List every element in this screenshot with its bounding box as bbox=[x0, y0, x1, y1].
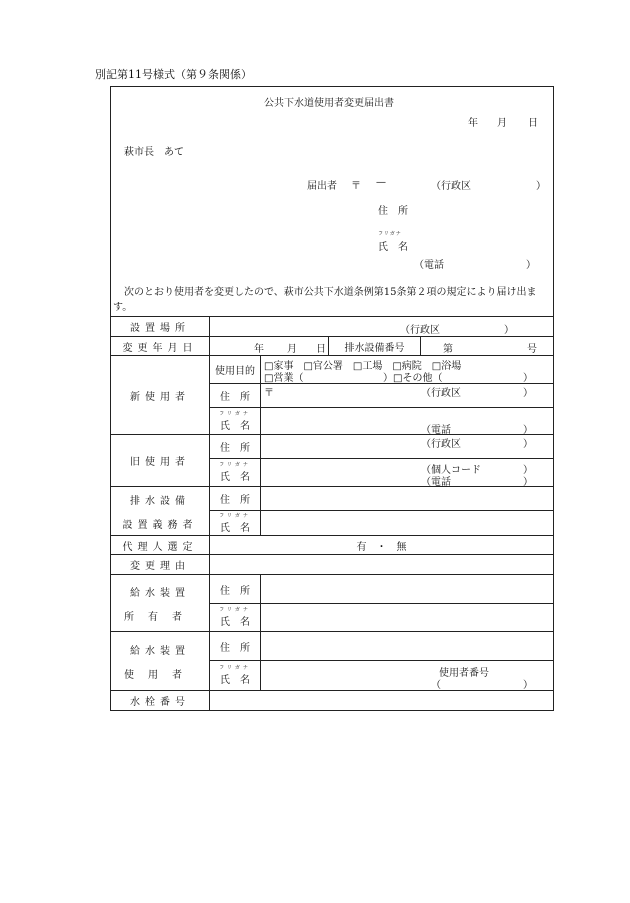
applicant-phone-close: ） bbox=[526, 260, 536, 271]
new-user-phone-close: ） bbox=[523, 425, 533, 436]
hydrant-no-field[interactable] bbox=[210, 691, 554, 711]
new-user-name-label: フリガナ 氏 名 bbox=[210, 408, 261, 435]
supply-owner-furigana: フリガナ bbox=[219, 607, 251, 613]
drain-obligor-name-field[interactable] bbox=[261, 511, 554, 536]
supply-owner-name-label: フリガナ 氏 名 bbox=[210, 604, 261, 632]
date-year-label: 年 bbox=[468, 118, 478, 129]
ward-close: ） bbox=[536, 181, 546, 192]
new-user-postal: 〒 bbox=[264, 388, 274, 399]
supply-user-name-label: フリガナ 氏 名 bbox=[210, 661, 261, 691]
supply-user-address-label: 住 所 bbox=[210, 632, 261, 661]
old-user-address-field[interactable] bbox=[261, 435, 554, 459]
drain-equipment-no-label: 排水設備番号 bbox=[329, 337, 421, 356]
date-month-label: 月 bbox=[497, 118, 507, 129]
supply-user-label: 給水装置 使用者 bbox=[111, 632, 210, 691]
row-old-user-address bbox=[111, 435, 554, 459]
statement-line2: す。 bbox=[113, 302, 133, 313]
row-install-location bbox=[111, 317, 554, 337]
new-user-address-label: 住 所 bbox=[210, 384, 261, 408]
agent-select-value[interactable]: 有 ・ 無 bbox=[210, 536, 554, 555]
supply-owner-address-label: 住 所 bbox=[210, 575, 261, 604]
supply-owner-address-field[interactable] bbox=[261, 575, 554, 604]
old-user-name-label: フリガナ 氏 名 bbox=[210, 459, 261, 487]
purpose-options-line1[interactable]: □家事 □官公署 □工場 □病院 □浴場 bbox=[264, 361, 462, 372]
new-user-address-field[interactable] bbox=[261, 384, 554, 408]
new-user-furigana: フリガナ bbox=[219, 410, 251, 417]
change-reason-field[interactable] bbox=[210, 555, 554, 575]
change-reason-label: 変更理由 bbox=[111, 555, 210, 575]
postal-mark: 〒 bbox=[351, 181, 361, 192]
new-user-ward-close: ） bbox=[523, 388, 533, 399]
purpose-label: 使用目的 bbox=[210, 356, 261, 384]
purpose-other-open[interactable]: ）□その他（ bbox=[383, 373, 443, 384]
drain-obligor-name-label: フリガナ 氏 名 bbox=[210, 511, 261, 536]
applicant-furigana: フリガナ bbox=[378, 231, 402, 237]
row-supply-owner-address bbox=[111, 575, 554, 604]
postal-dash: — bbox=[376, 177, 386, 188]
supply-user-furigana: フリガナ bbox=[219, 665, 251, 671]
row-agent-select bbox=[111, 536, 554, 555]
user-number-close: ） bbox=[523, 680, 533, 691]
row-change-reason bbox=[111, 555, 554, 575]
install-location-label: 設置場所 bbox=[111, 317, 210, 337]
row-change-date bbox=[111, 337, 554, 356]
row-drain-obligor-address bbox=[111, 487, 554, 511]
new-user-label: 新使用者 bbox=[111, 356, 210, 435]
user-number-label: 使用者番号 bbox=[439, 668, 489, 679]
purpose-other-close: ） bbox=[523, 373, 533, 384]
drain-no-dai: 第 bbox=[443, 344, 453, 355]
addressee: 萩市長 あて bbox=[124, 147, 184, 158]
form-title: 公共下水道使用者変更届出書 bbox=[264, 98, 394, 109]
applicant-phone-open: （電話 bbox=[414, 260, 444, 271]
change-date-field[interactable] bbox=[210, 337, 329, 356]
change-month: 月 bbox=[287, 344, 297, 355]
form-id-label: 別記第11号様式（第９条関係） bbox=[95, 68, 252, 81]
old-user-furigana: フリガナ bbox=[219, 462, 251, 468]
user-number-open: （ bbox=[431, 680, 441, 691]
change-year: 年 bbox=[254, 344, 264, 355]
supply-owner-label: 給水装置 所有者 bbox=[111, 575, 210, 632]
drain-equipment-no-field[interactable] bbox=[421, 337, 554, 356]
old-user-personal-code-close: ） bbox=[523, 465, 533, 476]
old-user-address-label: 住 所 bbox=[210, 435, 261, 459]
old-user-phone-open: （電話 bbox=[421, 477, 451, 488]
old-user-ward-open: （行政区 bbox=[421, 439, 461, 450]
new-user-name-field[interactable] bbox=[261, 408, 554, 435]
change-date-label: 変更年月日 bbox=[111, 337, 210, 356]
date-day-label: 日 bbox=[528, 118, 538, 129]
supply-user-address-field[interactable] bbox=[261, 632, 554, 661]
supply-user-name-field[interactable] bbox=[261, 661, 554, 691]
row-new-user-purpose bbox=[111, 356, 554, 384]
applicant-label: 届出者 bbox=[307, 181, 337, 192]
ward-open: （行政区 bbox=[431, 181, 471, 192]
change-day: 日 bbox=[316, 344, 326, 355]
install-ward-open: （行政区 bbox=[400, 325, 440, 336]
row-hydrant-no bbox=[111, 691, 554, 711]
drain-obligor-label: 排水設備 設置義務者 bbox=[111, 487, 210, 536]
old-user-name-field[interactable] bbox=[261, 459, 554, 487]
hydrant-no-label: 水栓番号 bbox=[111, 691, 210, 711]
old-user-ward-close: ） bbox=[523, 439, 533, 450]
drain-obligor-address-label: 住 所 bbox=[210, 487, 261, 511]
drain-no-go: 号 bbox=[527, 344, 537, 355]
new-user-ward-open: （行政区 bbox=[421, 388, 461, 399]
form-table bbox=[110, 316, 554, 711]
drain-obligor-address-field[interactable] bbox=[261, 487, 554, 511]
install-ward-close: ） bbox=[504, 325, 514, 336]
applicant-name-label: 氏 名 bbox=[378, 242, 408, 253]
purpose-field[interactable] bbox=[261, 356, 554, 384]
old-user-phone-close: ） bbox=[523, 477, 533, 488]
drain-obligor-furigana: フリガナ bbox=[219, 512, 251, 519]
agent-select-label: 代理人選定 bbox=[111, 536, 210, 555]
install-location-field[interactable] bbox=[210, 317, 554, 337]
applicant-address-label: 住 所 bbox=[378, 206, 408, 217]
new-user-phone-open: （電話 bbox=[421, 425, 451, 436]
supply-owner-name-field[interactable] bbox=[261, 604, 554, 632]
purpose-business-open[interactable]: □営業（ bbox=[264, 373, 304, 384]
statement-line1: 次のとおり使用者を変更したので、萩市公共下水道条例第15条第２項の規定により届け出ま bbox=[124, 287, 537, 298]
row-supply-user-address bbox=[111, 632, 554, 661]
old-user-label: 旧使用者 bbox=[111, 435, 210, 487]
old-user-personal-code-open: （個人コード bbox=[421, 465, 481, 476]
